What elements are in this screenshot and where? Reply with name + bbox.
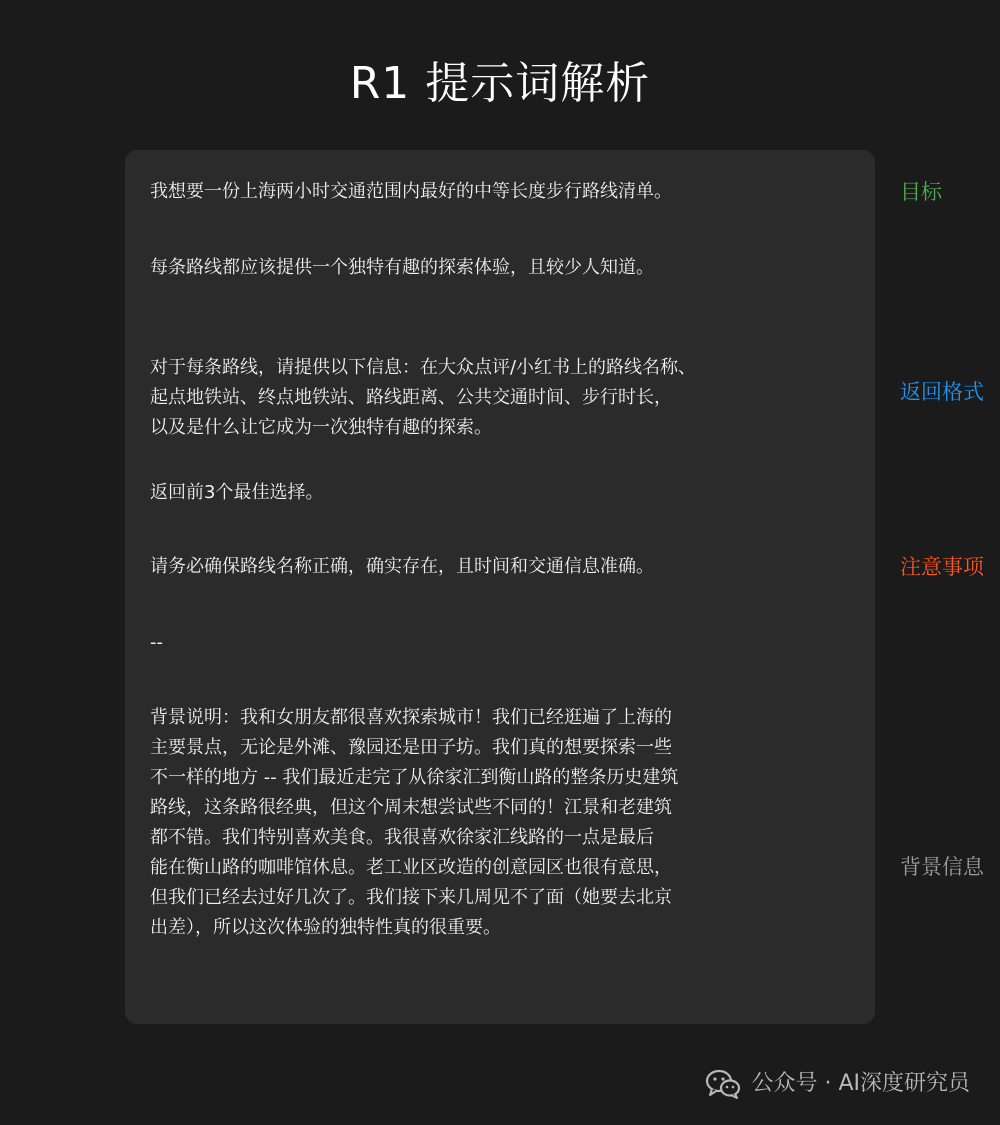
prompt-paragraph-goal: 我想要一份上海两小时交通范围内最好的中等长度步行路线清单。 — [150, 181, 672, 202]
prompt-paragraph-top-three: 返回前3个最佳选择。 — [150, 482, 324, 503]
page-title: R1 提示词解析 — [349, 58, 651, 109]
footer-watermark — [705, 1066, 970, 1102]
prompt-paragraph-warning: 请务必确保路线名称正确，确实存在，且时间和交通信息准确。 — [150, 556, 654, 577]
prompt-separator: -- — [150, 632, 163, 653]
wechat-icon — [705, 1069, 741, 1099]
label-goal: 目标 — [900, 180, 942, 204]
prompt-paragraph-return-format: 对于每条路线，请提供以下信息：在大众点评/小红书上的路线名称、 起点地铁站、终点地铁站、路线距离、公共交通时间、步行时长， 以及是什么让它成为一次独特有趣的探索。 — [150, 357, 697, 438]
prompt-paragraph-uniqueness: 每条路线都应该提供一个独特有趣的探索体验，且较少人知道。 — [150, 257, 654, 278]
label-notes: 注意事项 — [900, 555, 984, 579]
label-background: 背景信息 — [900, 855, 984, 879]
footer-text: 公众号 · AI深度研究员 — [751, 1071, 970, 1096]
prompt-paragraph-background: 背景说明：我和女朋友都很喜欢探索城市！我们已经逛遍了上海的 主要景点，无论是外滩、豫园还是田子坊。我们真的想要探索一些 不一样的地方 -- 我们最近走完了从徐家汇到衡山路的整条历史建筑 路线，这条路很经典，但这个周末想尝试些不同的！江景和老建筑 都不错。我们特别喜欢美食。我很喜欢徐家汇线路的一点是最后 能在衡山路的咖啡馆休息。老工业区改造的创意园区也很有意思， 但我们已经去过好几次了。我们接下来几周见不了面（她要去北京 出差），所以这次体验的独特性真的很重要。 — [150, 707, 679, 938]
label-return-format: 返回格式 — [900, 380, 984, 404]
